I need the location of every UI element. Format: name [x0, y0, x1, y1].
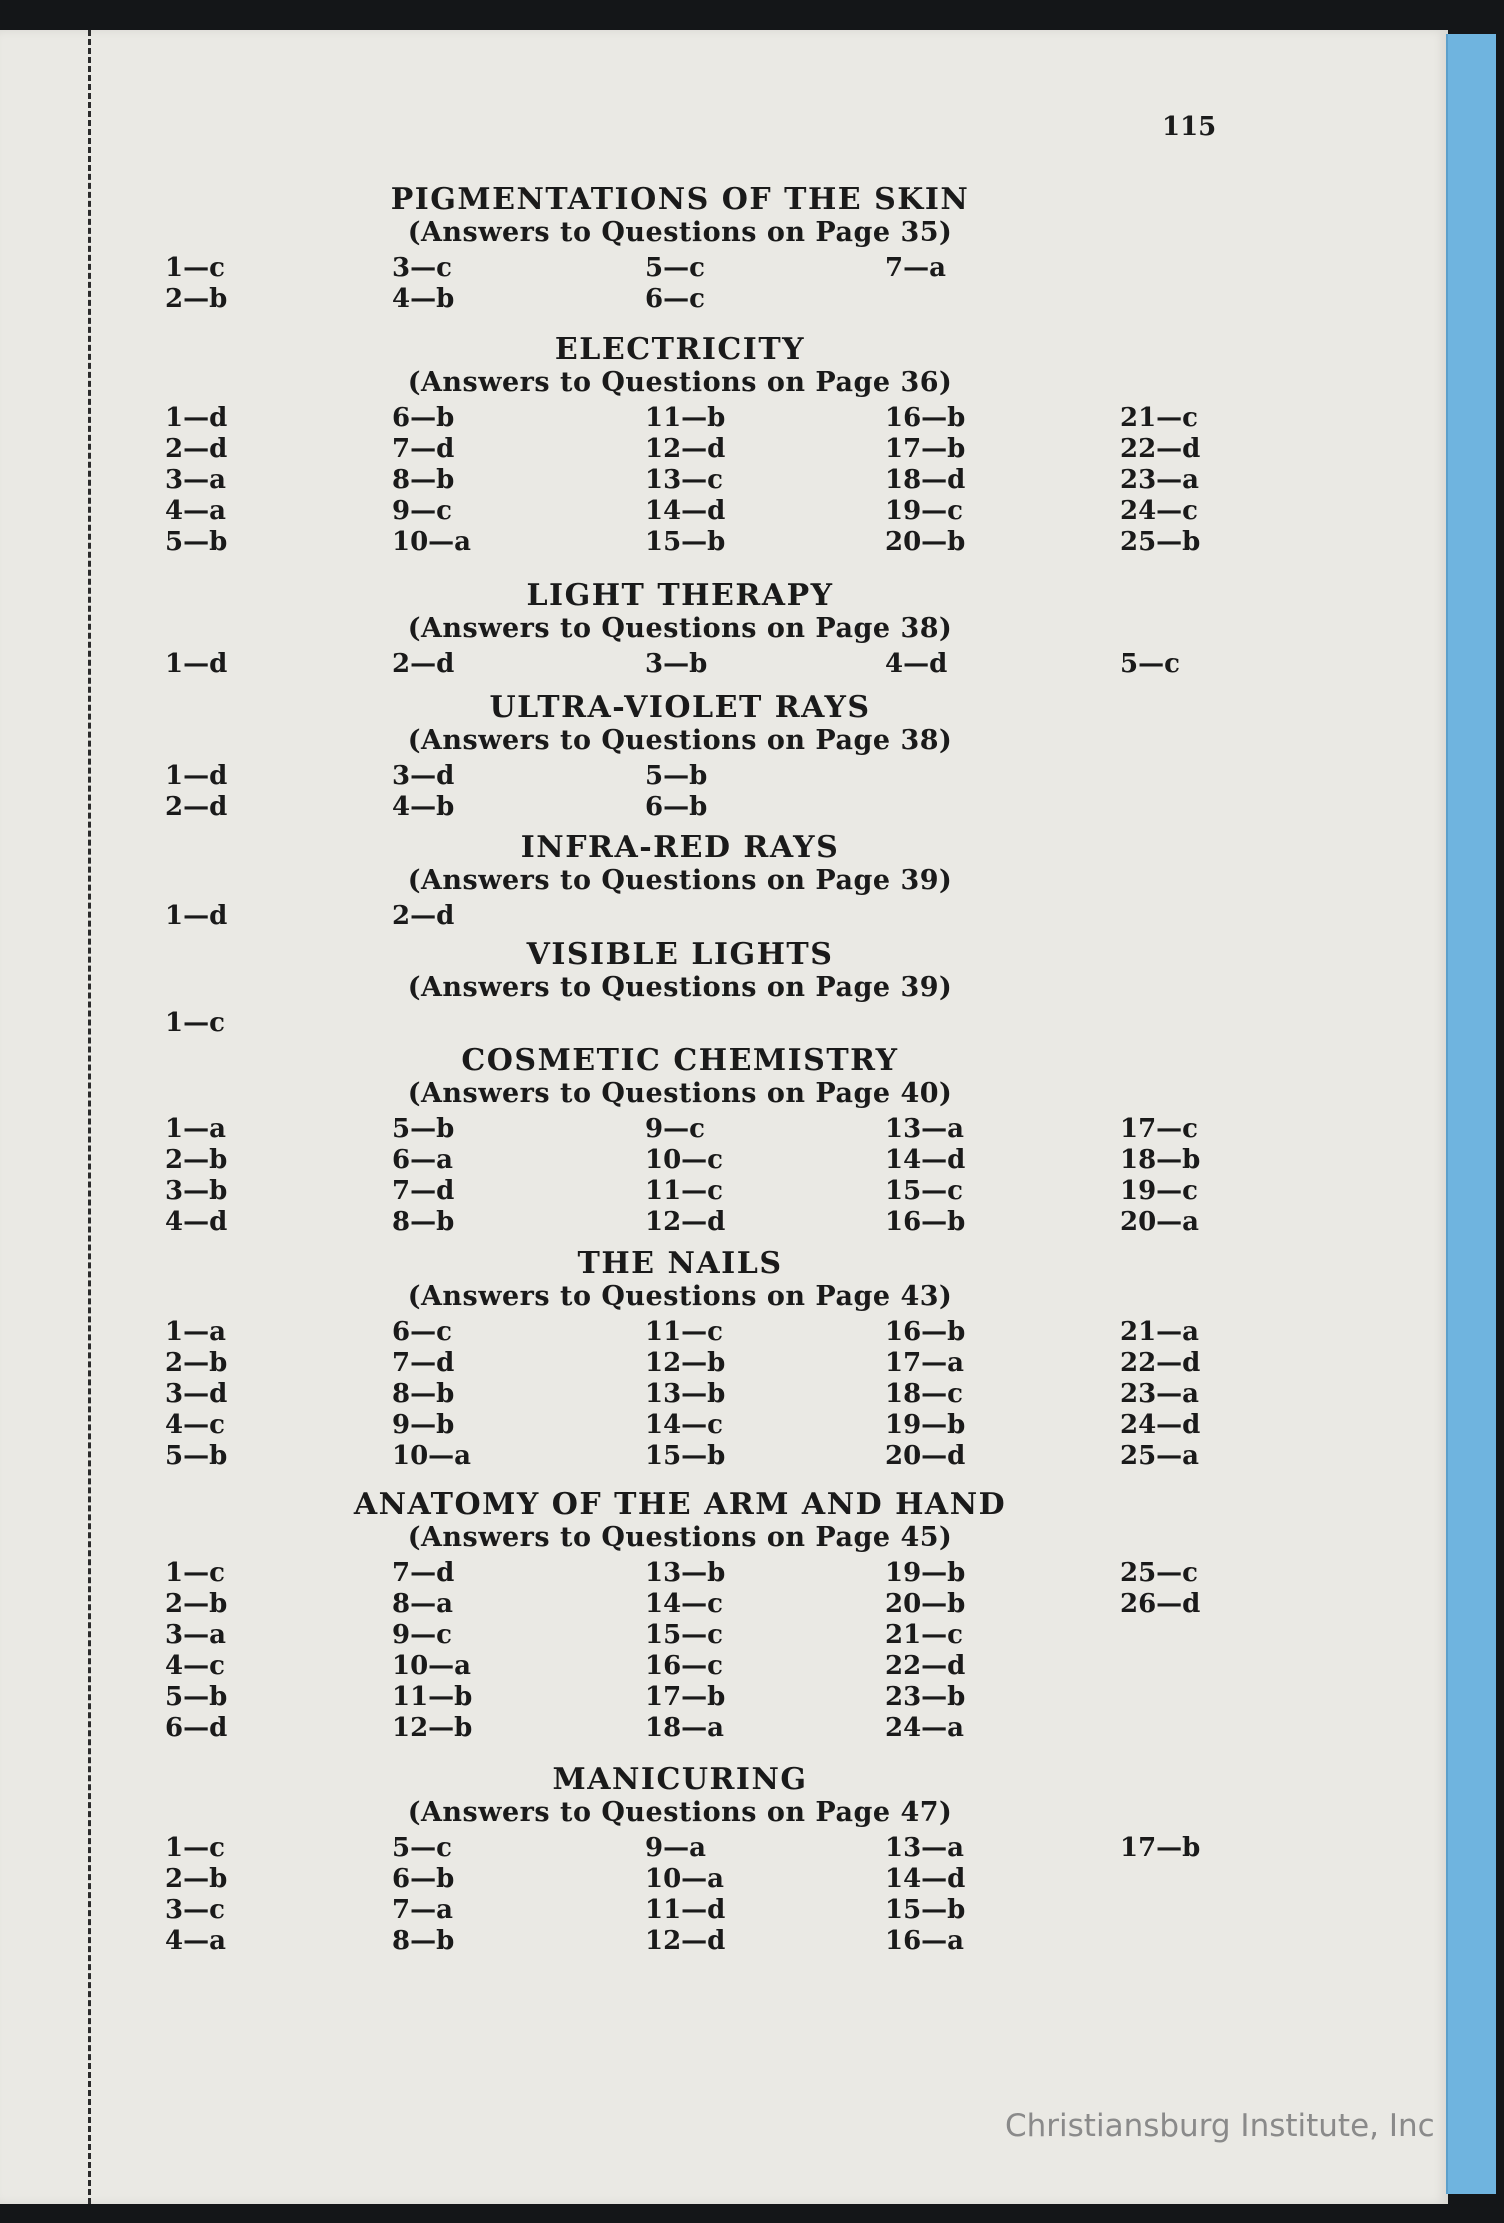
- answer-item: 5—c: [1120, 649, 1180, 679]
- answer-item: 7—d: [392, 1348, 455, 1378]
- answer-column: [1120, 649, 1240, 680]
- answer-item: 8—a: [392, 1589, 453, 1619]
- answer-item: 6—b: [392, 403, 455, 433]
- answer-item: 13—a: [885, 1833, 965, 1863]
- answer-item: 18—a: [645, 1713, 725, 1743]
- answer-column: [392, 649, 512, 680]
- answer-item: 11—b: [392, 1682, 473, 1712]
- answer-item: 7—d: [392, 1558, 455, 1588]
- answer-column: [392, 901, 512, 932]
- answer-item: 9—c: [392, 1620, 452, 1650]
- answer-item: 24—a: [885, 1713, 965, 1743]
- answer-item: 3—c: [165, 1895, 225, 1925]
- answer-item: 1—a: [165, 1317, 226, 1347]
- answer-item: 16—b: [885, 1317, 966, 1347]
- answer-item: 19—b: [885, 1558, 966, 1588]
- answer-column: [392, 1317, 512, 1472]
- section-title: MANICURING: [552, 1762, 808, 1797]
- answer-item: 6—d: [165, 1713, 228, 1743]
- answer-column: [392, 253, 512, 315]
- answer-item: 4—d: [165, 1207, 228, 1237]
- answer-item: 11—c: [645, 1176, 724, 1206]
- answer-item: 17—b: [1120, 1833, 1201, 1863]
- answer-item: 4—c: [165, 1651, 225, 1681]
- section-subtitle: (Answers to Questions on Page 43): [407, 1281, 953, 1312]
- section-subtitle: (Answers to Questions on Page 40): [407, 1078, 953, 1109]
- answer-item: 10—a: [392, 1651, 472, 1681]
- answer-item: 25—b: [1120, 527, 1201, 557]
- answer-item: 8—b: [392, 1207, 455, 1237]
- section-subtitle: (Answers to Questions on Page 39): [407, 865, 953, 896]
- answer-item: 16—c: [645, 1651, 724, 1681]
- answer-item: 23—a: [1120, 1379, 1200, 1409]
- answer-column: [645, 1833, 765, 1957]
- section-subtitle: (Answers to Questions on Page 39): [407, 972, 953, 1003]
- answer-column: [885, 253, 1005, 284]
- answer-item: 13—c: [645, 465, 724, 495]
- answer-item: 1—c: [165, 1008, 225, 1038]
- answer-item: 10—a: [645, 1864, 725, 1894]
- section-title: ANATOMY OF THE ARM AND HAND: [353, 1487, 1007, 1522]
- answer-item: 4—d: [885, 649, 948, 679]
- answer-item: 18—d: [885, 465, 966, 495]
- answer-item: 5—c: [392, 1833, 452, 1863]
- answer-column: [885, 1114, 1005, 1238]
- watermark: Christiansburg Institute, Inc: [1005, 2108, 1435, 2144]
- answer-item: 4—b: [392, 792, 455, 822]
- answer-column: [885, 649, 1005, 680]
- answer-item: 14—c: [645, 1410, 724, 1440]
- answer-item: 5—c: [645, 253, 705, 283]
- answer-item: 2—d: [392, 901, 455, 931]
- answer-item: 19—b: [885, 1410, 966, 1440]
- answer-item: 6—c: [645, 284, 705, 314]
- answer-column: [392, 761, 512, 823]
- answer-item: 14—d: [645, 496, 726, 526]
- answer-item: 5—b: [645, 761, 708, 791]
- answer-column: [165, 253, 285, 315]
- section-subtitle: (Answers to Questions on Page 47): [407, 1797, 953, 1828]
- answer-item: 6—b: [392, 1864, 455, 1894]
- answer-item: 2—b: [165, 1864, 228, 1894]
- answer-item: 10—a: [392, 1441, 472, 1471]
- answer-column: [885, 403, 1005, 558]
- answer-item: 18—c: [885, 1379, 964, 1409]
- answer-item: 20—d: [885, 1441, 966, 1471]
- answer-column: [165, 1833, 285, 1957]
- answer-column: [645, 761, 765, 823]
- answer-item: 8—b: [392, 465, 455, 495]
- answer-item: 16—b: [885, 1207, 966, 1237]
- answer-item: 15—b: [645, 1441, 726, 1471]
- answer-item: 16—b: [885, 403, 966, 433]
- answer-item: 11—d: [645, 1895, 726, 1925]
- answer-item: 21—a: [1120, 1317, 1200, 1347]
- answer-item: 2—b: [165, 1589, 228, 1619]
- answer-column: [392, 403, 512, 558]
- answer-item: 12—d: [645, 1926, 726, 1956]
- answer-column: [165, 1008, 285, 1039]
- section-title: ULTRA-VIOLET RAYS: [489, 690, 871, 725]
- answer-column: [645, 1114, 765, 1238]
- section-title: ELECTRICITY: [554, 332, 806, 367]
- answer-column: [645, 649, 765, 680]
- answer-item: 15—c: [645, 1620, 724, 1650]
- section-title: PIGMENTATIONS OF THE SKIN: [390, 182, 970, 217]
- answer-item: 12—b: [645, 1348, 726, 1378]
- answer-column: [392, 1558, 512, 1744]
- answer-item: 22—d: [1120, 434, 1201, 464]
- answer-item: 7—d: [392, 1176, 455, 1206]
- answer-item: 9—c: [392, 496, 452, 526]
- answer-item: 18—b: [1120, 1145, 1201, 1175]
- answer-item: 14—c: [645, 1589, 724, 1619]
- answer-item: 14—d: [885, 1864, 966, 1894]
- section-subtitle: (Answers to Questions on Page 45): [407, 1522, 953, 1553]
- section-title: LIGHT THERAPY: [526, 578, 834, 613]
- answer-column: [165, 761, 285, 823]
- section-subtitle: (Answers to Questions on Page 35): [407, 217, 953, 248]
- answer-item: 3—b: [645, 649, 708, 679]
- answer-column: [645, 253, 765, 315]
- answer-item: 17—b: [885, 434, 966, 464]
- answer-item: 21—c: [1120, 403, 1199, 433]
- answer-item: 22—d: [885, 1651, 966, 1681]
- answer-column: [392, 1114, 512, 1238]
- answer-item: 26—d: [1120, 1589, 1201, 1619]
- answer-item: 12—d: [645, 1207, 726, 1237]
- answer-column: [165, 649, 285, 680]
- answer-column: [1120, 403, 1240, 558]
- answer-item: 3—b: [165, 1176, 228, 1206]
- answer-column: [645, 403, 765, 558]
- answer-item: 3—c: [392, 253, 452, 283]
- answer-item: 14—d: [885, 1145, 966, 1175]
- answer-column: [885, 1833, 1005, 1957]
- answer-item: 19—c: [1120, 1176, 1199, 1206]
- answer-column: [165, 403, 285, 558]
- answer-item: 20—a: [1120, 1207, 1200, 1237]
- answer-item: 1—a: [165, 1114, 226, 1144]
- answer-item: 6—c: [392, 1317, 452, 1347]
- answer-item: 8—b: [392, 1379, 455, 1409]
- answer-item: 4—c: [165, 1410, 225, 1440]
- answer-item: 11—c: [645, 1317, 724, 1347]
- answer-item: 4—a: [165, 1926, 226, 1956]
- answer-item: 5—b: [165, 1441, 228, 1471]
- answer-item: 15—b: [885, 1895, 966, 1925]
- section-title: VISIBLE LIGHTS: [526, 937, 834, 972]
- answer-item: 6—a: [392, 1145, 453, 1175]
- answer-column: [645, 1558, 765, 1744]
- answer-item: 10—a: [392, 527, 472, 557]
- answer-column: [885, 1558, 1005, 1744]
- page-number: 115: [1162, 112, 1217, 142]
- section-subtitle: (Answers to Questions on Page 36): [407, 367, 953, 398]
- answer-item: 1—c: [165, 1558, 225, 1588]
- answer-item: 20—b: [885, 1589, 966, 1619]
- section-subtitle: (Answers to Questions on Page 38): [407, 725, 953, 756]
- blue-cover-edge: [1446, 34, 1496, 2194]
- answer-column: [165, 901, 285, 932]
- answer-item: 24—c: [1120, 496, 1199, 526]
- answer-item: 20—b: [885, 527, 966, 557]
- answer-item: 4—b: [392, 284, 455, 314]
- answer-item: 16—a: [885, 1926, 965, 1956]
- answer-item: 1—d: [165, 901, 228, 931]
- answer-item: 8—b: [392, 1926, 455, 1956]
- answer-item: 23—b: [885, 1682, 966, 1712]
- answer-item: 17—c: [1120, 1114, 1199, 1144]
- answer-column: [1120, 1114, 1240, 1238]
- answer-item: 2—b: [165, 1145, 228, 1175]
- answer-column: [885, 1317, 1005, 1472]
- answer-column: [165, 1114, 285, 1238]
- answer-item: 15—c: [885, 1176, 964, 1206]
- answer-item: 1—c: [165, 1833, 225, 1863]
- answer-item: 12—b: [392, 1713, 473, 1743]
- answer-item: 19—c: [885, 496, 964, 526]
- answer-item: 13—b: [645, 1558, 726, 1588]
- answer-item: 3—d: [165, 1379, 228, 1409]
- answer-item: 5—b: [165, 1682, 228, 1712]
- answer-item: 13—a: [885, 1114, 965, 1144]
- answer-item: 1—d: [165, 761, 228, 791]
- answer-item: 17—b: [645, 1682, 726, 1712]
- answer-item: 11—b: [645, 403, 726, 433]
- answer-item: 13—b: [645, 1379, 726, 1409]
- answer-item: 5—b: [165, 527, 228, 557]
- answer-item: 6—b: [645, 792, 708, 822]
- answer-item: 7—d: [392, 434, 455, 464]
- answer-item: 2—b: [165, 284, 228, 314]
- answer-item: 15—b: [645, 527, 726, 557]
- answer-column: [1120, 1558, 1240, 1620]
- answer-column: [1120, 1833, 1240, 1864]
- answer-item: 17—a: [885, 1348, 965, 1378]
- answer-item: 7—a: [392, 1895, 453, 1925]
- answer-item: 3—a: [165, 1620, 226, 1650]
- answer-item: 10—c: [645, 1145, 724, 1175]
- perforation-line: [88, 30, 91, 2204]
- answer-item: 25—a: [1120, 1441, 1200, 1471]
- answer-item: 5—b: [392, 1114, 455, 1144]
- answer-item: 24—d: [1120, 1410, 1201, 1440]
- answer-item: 1—c: [165, 253, 225, 283]
- answer-column: [165, 1317, 285, 1472]
- answer-item: 3—a: [165, 465, 226, 495]
- answer-item: 4—a: [165, 496, 226, 526]
- answer-item: 1—d: [165, 403, 228, 433]
- answer-item: 2—d: [165, 434, 228, 464]
- answer-item: 2—d: [392, 649, 455, 679]
- answer-item: 22—d: [1120, 1348, 1201, 1378]
- section-title: INFRA-RED RAYS: [520, 830, 840, 865]
- answer-column: [645, 1317, 765, 1472]
- section-title: THE NAILS: [577, 1246, 783, 1281]
- answer-column: [165, 1558, 285, 1744]
- answer-item: 1—d: [165, 649, 228, 679]
- answer-item: 25—c: [1120, 1558, 1199, 1588]
- answer-column: [392, 1833, 512, 1957]
- answer-item: 2—d: [165, 792, 228, 822]
- answer-item: 9—a: [645, 1833, 706, 1863]
- answer-item: 12—d: [645, 434, 726, 464]
- answer-item: 9—b: [392, 1410, 455, 1440]
- answer-item: 21—c: [885, 1620, 964, 1650]
- answer-item: 3—d: [392, 761, 455, 791]
- answer-column: [1120, 1317, 1240, 1472]
- answer-item: 23—a: [1120, 465, 1200, 495]
- section-subtitle: (Answers to Questions on Page 38): [407, 613, 953, 644]
- section-title: COSMETIC CHEMISTRY: [461, 1043, 899, 1078]
- answer-item: 7—a: [885, 253, 946, 283]
- answer-item: 2—b: [165, 1348, 228, 1378]
- answer-item: 9—c: [645, 1114, 705, 1144]
